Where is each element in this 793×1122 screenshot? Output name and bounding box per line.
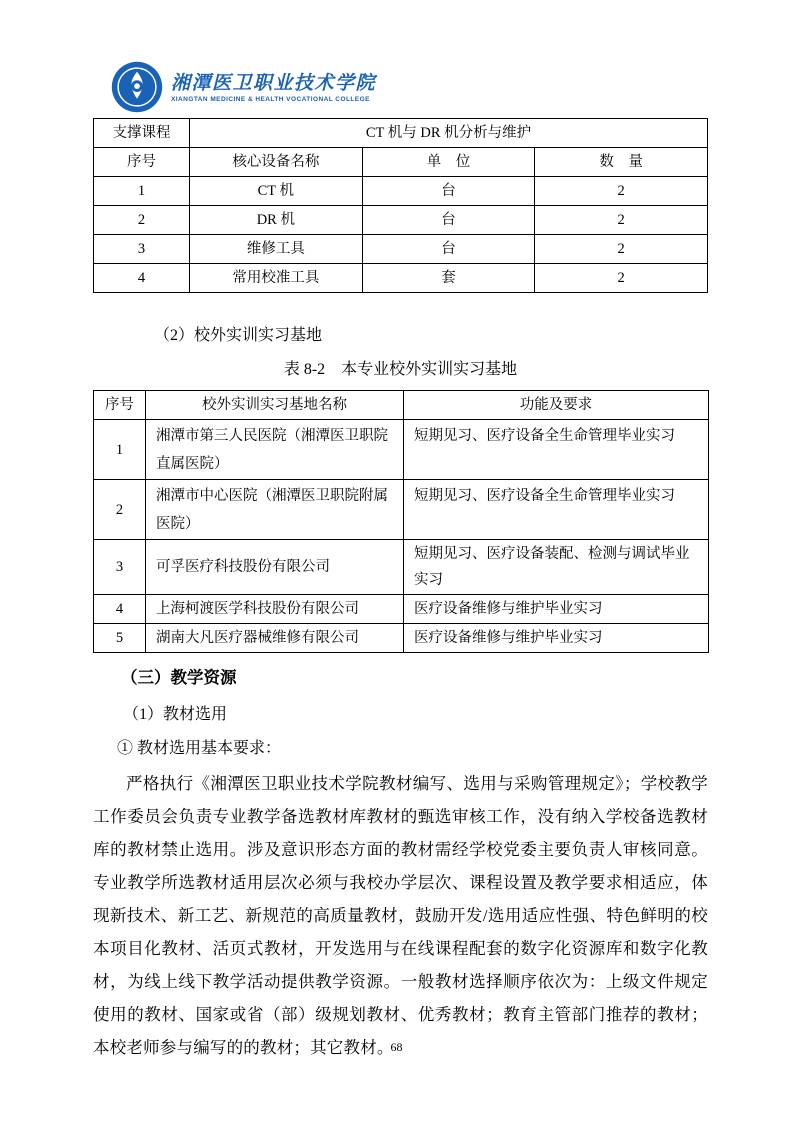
column-header: 校外实训实习基地名称 xyxy=(146,391,404,420)
cell-seq: 1 xyxy=(94,177,190,206)
table-row xyxy=(94,624,709,653)
cell-function: 短期见习、医疗设备装配、检测与调试毕业实习 xyxy=(404,540,709,595)
cell-equipment: 维修工具 xyxy=(190,235,363,264)
table-row xyxy=(94,119,708,148)
cell-base-name: 湘潭市第三人民医院（湘潭医卫职院直属医院） xyxy=(146,420,404,480)
cell-base-name: 湘潭市中心医院（湘潭医卫职院附属医院） xyxy=(146,480,404,540)
table-row xyxy=(94,480,709,540)
cell-base-name: 湖南大凡医疗器械维修有限公司 xyxy=(146,624,404,653)
college-emblem-icon xyxy=(110,60,164,114)
section-heading-off-campus-bases: （2）校外实训实习基地 xyxy=(154,327,323,344)
page-number: 68 xyxy=(390,1040,403,1054)
college-name-cn: 湘潭医卫职业技术学院 xyxy=(171,72,377,94)
column-header: 单 位 xyxy=(362,148,535,177)
cell-seq: 3 xyxy=(94,235,190,264)
cell-function: 短期见习、医疗设备全生命管理毕业实习 xyxy=(404,420,709,480)
cell-function: 短期见习、医疗设备全生命管理毕业实习 xyxy=(404,480,709,540)
column-header: 序号 xyxy=(94,148,190,177)
cell-seq: 4 xyxy=(94,595,146,624)
support-course-label: 支撑课程 xyxy=(94,119,190,148)
table-row xyxy=(94,264,708,293)
column-header: 序号 xyxy=(94,391,146,420)
table-row xyxy=(94,206,708,235)
college-logo xyxy=(110,60,376,114)
cell-equipment: DR 机 xyxy=(190,206,363,235)
document-content xyxy=(93,118,708,1064)
cell-unit: 台 xyxy=(362,235,535,264)
table-row xyxy=(94,420,709,480)
cell-function: 医疗设备维修与维护毕业实习 xyxy=(404,595,709,624)
cell-qty: 2 xyxy=(535,264,708,293)
support-course-value: CT 机与 DR 机分析与维护 xyxy=(190,119,708,148)
item-heading-basic-requirements: ① 教材选用基本要求： xyxy=(117,740,282,757)
cell-unit: 台 xyxy=(362,206,535,235)
cell-seq: 2 xyxy=(94,480,146,540)
cell-seq: 2 xyxy=(94,206,190,235)
cell-seq: 5 xyxy=(94,624,146,653)
cell-qty: 2 xyxy=(535,235,708,264)
column-header: 核心设备名称 xyxy=(190,148,363,177)
table-caption: 表 8-2 本专业校外实训实习基地 xyxy=(283,361,518,378)
cell-equipment: CT 机 xyxy=(190,177,363,206)
table-row xyxy=(94,540,709,595)
table-header-row xyxy=(94,391,709,420)
cell-base-name: 上海柯渡医学科技股份有限公司 xyxy=(146,595,404,624)
table-row xyxy=(94,595,709,624)
cell-unit: 套 xyxy=(362,264,535,293)
cell-seq: 1 xyxy=(94,420,146,480)
college-name-en: XIANGTAN MEDICINE & HEALTH VOCATIONAL COLLEGE xyxy=(171,95,370,103)
cell-base-name: 可孚医疗科技股份有限公司 xyxy=(146,540,404,595)
cell-function: 医疗设备维修与维护毕业实习 xyxy=(404,624,709,653)
section-heading-teaching-resources: （三）教学资源 xyxy=(121,668,237,687)
column-header: 功能及要求 xyxy=(404,391,709,420)
cell-seq: 3 xyxy=(94,540,146,595)
table-header-row xyxy=(94,148,708,177)
textbook-policy-paragraph: 严格执行《湘潭医卫职业技术学院教材编写、选用与采购管理规定》；学校教学工作委员会负责专业教学备选教材库教材的甄选审核工作，没有纳入学校备选教材库的教材禁止选用。涉及意识形态方面的教材需经学校党委主要负责人审核同意。专业教学所选教材适用层次必须与我校办学层次、课程设置及教学要求相适应，体现新技术、新工艺、新规范的高质量教材，鼓励开发/选用适应性强、特色鲜明的校本项目化教材、活页式教材，开发选用与在线课程配套的数字化资源库和数字化教材，为线上线下教学活动提供教学资源。一般教材选择顺序依次为：上级文件规定使用的教材、国家或省（部）级规划教材、优秀教材；教育主管部门推荐的教材；本校老师参与编写的的教材；其它教材。 xyxy=(93,774,708,1057)
table-row xyxy=(94,235,708,264)
core-equipment-table xyxy=(93,118,708,293)
cell-qty: 2 xyxy=(535,206,708,235)
training-bases-table xyxy=(93,390,709,653)
cell-unit: 台 xyxy=(362,177,535,206)
column-header: 数 量 xyxy=(535,148,708,177)
cell-equipment: 常用校准工具 xyxy=(190,264,363,293)
subsection-heading-textbook-selection: （1）教材选用 xyxy=(123,706,228,723)
cell-qty: 2 xyxy=(535,177,708,206)
table-row xyxy=(94,177,708,206)
cell-seq: 4 xyxy=(94,264,190,293)
college-name-block xyxy=(171,72,376,103)
